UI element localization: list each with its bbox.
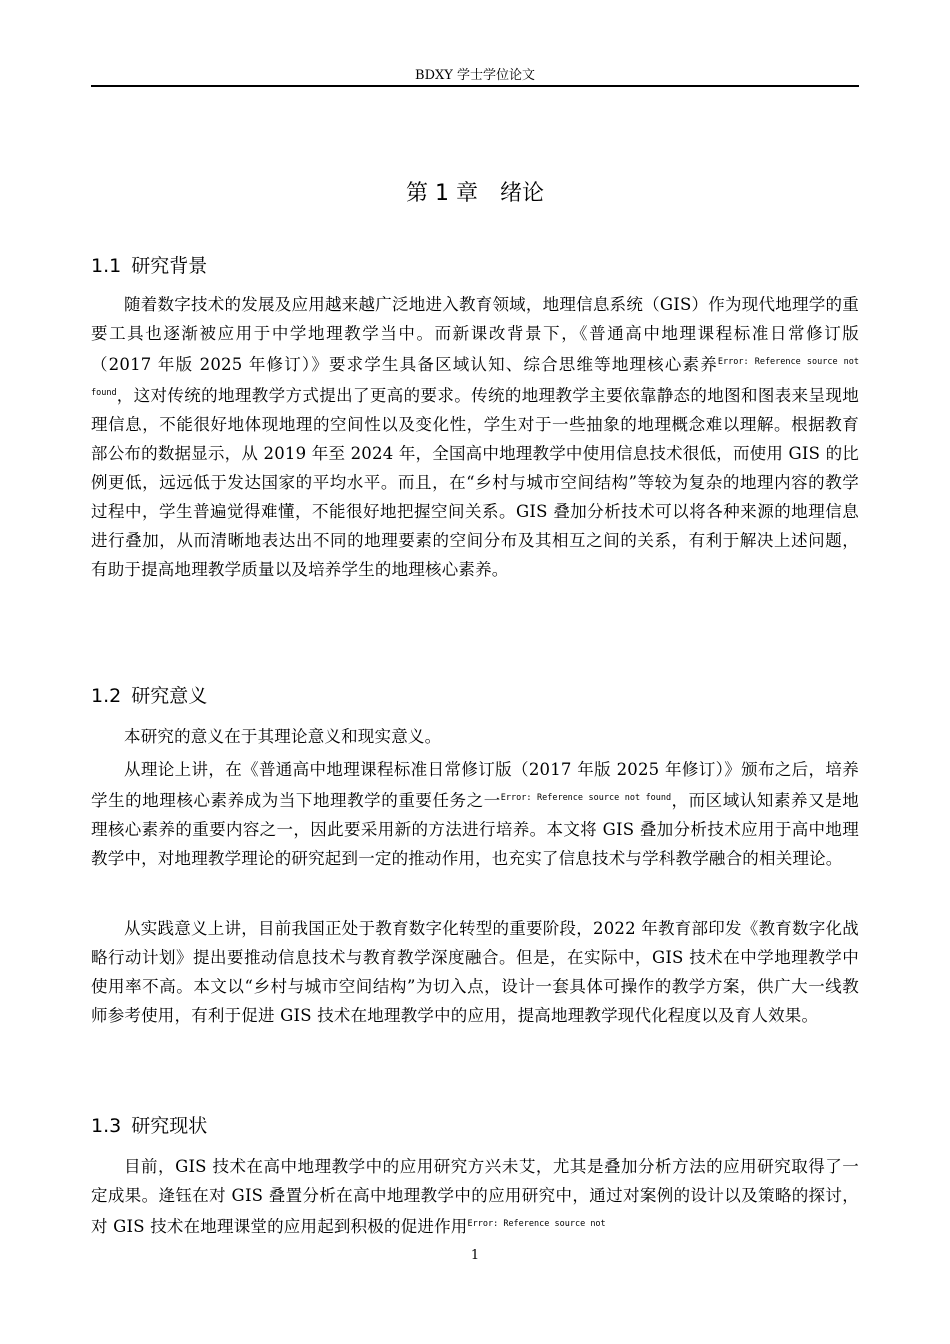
chapter-title: 绪论 xyxy=(499,181,544,206)
paragraph xyxy=(91,290,859,584)
paragraph-text: 从实践意义上讲，目前我国正处于教育数字化转型的重要阶段，2022 年教育部印发《教育数字化战略行动计划》提出要推动信息技术与教育教学深度融合。但是，在实际中，GIS 技术在中学地理教学中使用率不高。本文以“乡村与城市空间结构”为切入点，设计一套具体可操作的教学方案，供广大一线教师参考使用，有利于促进 GIS 技术在地理教学中的应用，提高地理教学现代化程度以及育人效果。 xyxy=(91,919,859,1025)
chapter-number: 第 1 章 xyxy=(406,181,478,206)
section-title: 研究意义 xyxy=(131,685,208,707)
section-heading-1-2 xyxy=(91,682,859,710)
chapter-heading xyxy=(91,178,859,210)
reference-error: Error: Reference source not found xyxy=(500,793,672,803)
reference-error: Error: Reference source not xyxy=(467,1219,606,1229)
section-number: 1.2 xyxy=(91,685,122,707)
paragraph-text: 从理论上讲，在《普通高中地理课程标准日常修订版（2017 年版 2025 年修订）》颁布之后，培养学生的地理核心素养成为当下地理教学的重要任务之一 xyxy=(91,760,859,810)
section-number: 1.1 xyxy=(91,255,122,277)
paragraph-text: 本研究的意义在于其理论意义和现实意义。 xyxy=(124,727,442,746)
reference-error: Error: Reference source not found xyxy=(91,357,860,398)
paragraph xyxy=(91,722,859,751)
paragraph xyxy=(91,1152,859,1241)
header-rule xyxy=(91,85,859,87)
paragraph-text: 随着数字技术的发展及应用越来越广泛地进入教育领域，地理信息系统（GIS）作为现代地理学的重要工具也逐渐被应用于中学地理教学当中。而新课改背景下，《普通高中地理课程标准日常修订版（2017 年版 2025 年修订）》要求学生具备区域认知、综合思维等地理核心素养 xyxy=(91,295,859,374)
paragraph-text: ，这对传统的地理教学方式提出了更高的要求。传统的地理教学主要依靠静态的地图和图表来呈现地理信息，不能很好地体现地理的空间性以及变化性，学生对于一些抽象的地理概念难以理解。根据教育部公布的数据显示，从 2019 年至 2024 年，全国高中地理教学中使用信息技术很低，而使用 GIS 的比例更低，远远低于发达国家的平均水平。而且，在“乡村与城市空间结构”等较为复杂的地理内容的教学过程中，学生普遍觉得难懂，不能很好地把握空间关系。GIS 叠加分析技术可以将各种来源的地理信息进行叠加，从而清晰地表达出不同的地理要素的空间分布及其相互之间的关系，有利于解决上述问题，有助于提高地理教学质量以及培养学生的地理核心素养。 xyxy=(91,386,859,579)
section-title: 研究背景 xyxy=(131,255,208,277)
paragraph xyxy=(91,755,859,873)
section-heading-1-3 xyxy=(91,1112,859,1140)
section-number: 1.3 xyxy=(91,1115,122,1137)
running-header: BDXY 学士学位论文 xyxy=(415,68,535,83)
paragraph-text: ，而区域认知素养又是地理核心素养的重要内容之一，因此要采用新的方法进行培养。本文将 GIS 叠加分析技术应用于高中地理教学中，对地理教学理论的研究起到一定的推动作用，也充实了信息技术与学科教学融合的相关理论。 xyxy=(91,791,859,868)
paragraph xyxy=(91,914,859,1030)
section-title: 研究现状 xyxy=(131,1115,208,1137)
page-number: 1 xyxy=(470,1248,480,1263)
section-heading-1-1 xyxy=(91,252,859,280)
paragraph-text: 目前，GIS 技术在高中地理教学中的应用研究方兴未艾，尤其是叠加分析方法的应用研究取得了一定成果。逄钰在对 GIS 叠置分析在高中地理教学中的应用研究中，通过对案例的设计以及策略的探讨，对 GIS 技术在地理课堂的应用起到积极的促进作用 xyxy=(91,1157,859,1236)
